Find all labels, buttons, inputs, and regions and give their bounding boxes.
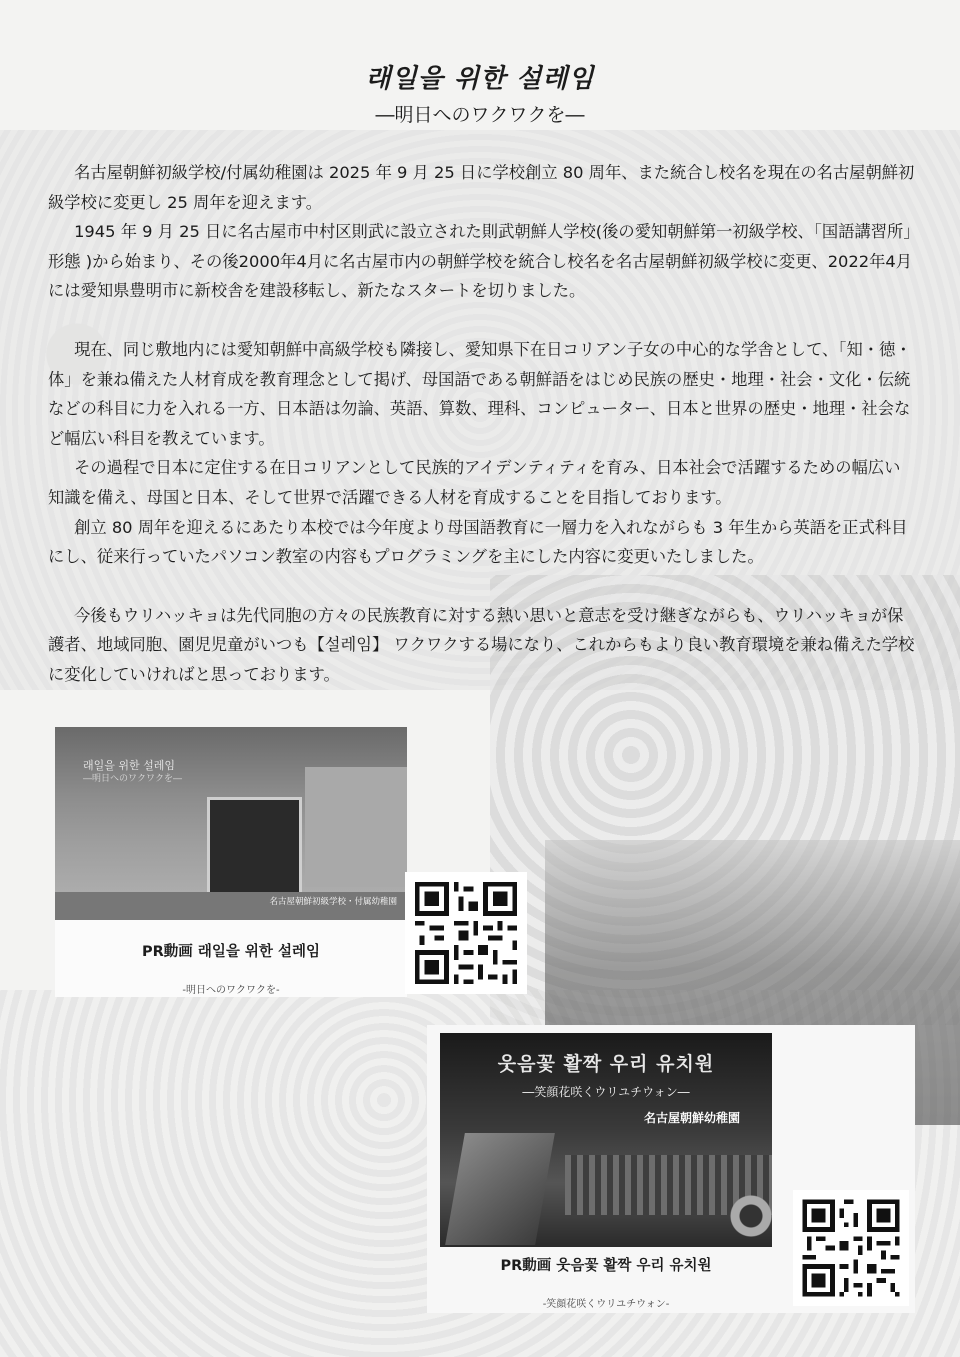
- kindergarten-playground-photo: [440, 1033, 772, 1247]
- sunflower-icon: [730, 1195, 772, 1237]
- qr-code-icon[interactable]: [793, 1190, 909, 1306]
- body-text: [48, 158, 916, 690]
- paragraph: 創立 80 周年を迎えるにあたり本校では今年度より母国語教育に一層力を入れながらも 3 年生から英語を正式科目にし、従来行っていたパソコン教室の内容もプログラミングを主にした内容に変更いたしました。: [48, 517, 908, 567]
- school-pr-card[interactable]: [55, 727, 407, 997]
- photo-overlay-subtitle: ―笑顔花咲くウリユチウォン―: [522, 1085, 690, 1099]
- pr-video-sublabel: -明日へのワクワクを-: [182, 985, 280, 996]
- paragraph: 現在、同じ敷地内には愛知朝鮮中高級学校も隣接し、愛知県下在日コリアン子女の中心的な学舎として、「知・徳・体」を兼ね備えた人材育成を教育理念として掲げ、母国語である朝鮮語をはじめ民族の歴史・地理・社会・文化・伝統などの科目に力を入れる一方、日本語は勿論、英語、算数、理科、コンピューター、日本と世界の歴史・地理・社会など幅広い科目を教えています。: [48, 339, 912, 448]
- qr-code-graphic: [405, 872, 527, 994]
- photo-overlay-title: 웃음꽃 활짝 우리 유치원: [497, 1053, 715, 1075]
- page-title: 래일을 위한 설레임: [365, 64, 595, 94]
- entrance-door: [207, 797, 302, 902]
- paragraph: 1945 年 9 月 25 日に名古屋市中村区則武に設立された則武朝鮮人学校(後の愛知朝鮮第一初級学校、「国語講習所」形態 )から始まり、その後2000年4月に名古屋市内の朝鮮学校を統合し校名を名古屋朝鮮初級学校に変更、2022年4月には愛知県豊明市に新校舎を建設移転し、新たなスタートを切りました。: [48, 222, 913, 301]
- playground-slide: [445, 1133, 555, 1245]
- pr-video-sublabel: -笑顔花咲くウリユチウォン-: [542, 1299, 670, 1310]
- paragraph: 今後もウリハッキョは先代同胞の方々の民族教育に対する熱い思いと意志を受け継ぎながらも、ウリハッキョが保護者、地域同胞、園児児童がいつも【설레임】 ワクワクする場になり、これからもより良い教育環境を兼ね備えた学校に変化していければと思っております。: [48, 605, 915, 684]
- qr-code-graphic: [793, 1190, 909, 1306]
- pr-video-label: PR動画 래일을 위한 설레임: [142, 944, 320, 960]
- page-subtitle: ―明日へのワクワクを―: [375, 104, 585, 126]
- paragraph: 名古屋朝鮮初級学校/付属幼稚園は 2025 年 9 月 25 日に学校創立 80 周年、また統合し校名を現在の名古屋朝鮮初級学校に変更し 25 周年を迎えます。: [48, 163, 915, 212]
- photo-overlay-title: 래일을 위한 설레임: [83, 759, 176, 772]
- paragraph: その過程で日本に定住する在日コリアンとして民族的アイデンティティを育み、日本社会で活躍するための幅広い知識を備え、母国と日本、そして世界で活躍できる人材を育成することを目指しております。: [48, 458, 901, 507]
- photo-caption: 名古屋朝鮮初級学校・付属幼稚園: [269, 897, 397, 907]
- photo-overlay-subtitle: ―明日へのワクワクを―: [83, 774, 183, 784]
- qr-code-icon[interactable]: [405, 872, 527, 994]
- pr-video-label: PR動画 웃음꽃 활짝 우리 유치원: [500, 1258, 712, 1274]
- school-entrance-photo: [55, 727, 407, 920]
- building-wall: [305, 767, 407, 887]
- kindergarten-name: 名古屋朝鮮幼稚園: [643, 1111, 740, 1125]
